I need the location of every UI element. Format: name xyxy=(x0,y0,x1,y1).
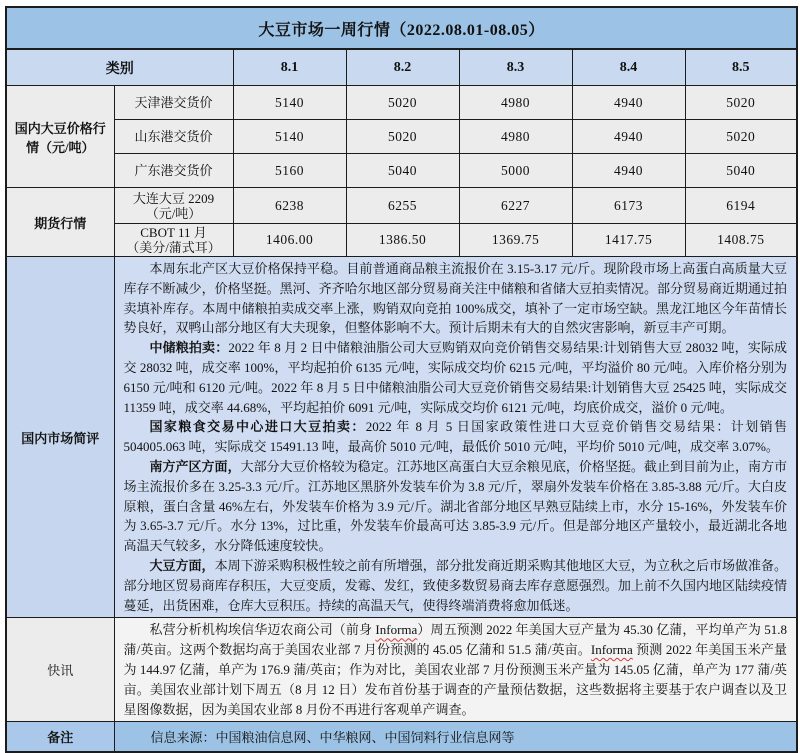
price-cell: 4980 xyxy=(459,86,572,120)
group-label-domestic-prices: 国内大豆价格行情（元/吨） xyxy=(6,86,114,188)
price-cell: 6227 xyxy=(459,188,572,224)
paragraph-text: ）周五预测 2022 年美国大豆产量为 45.30 亿蒲，平均单产为 51.8 蒲/英亩。这两个数据均高于美国农业部 7 月份预测的 45.05 亿蒲和 51.5 蒲/英亩。 xyxy=(123,622,788,658)
spellcheck-word: Informa xyxy=(590,642,633,658)
row-label-dalian-2209 xyxy=(114,188,233,224)
price-cell: 1386.50 xyxy=(346,224,459,257)
paragraph-lead: 大豆方面， xyxy=(149,557,215,573)
section-label-news: 快讯 xyxy=(6,618,114,722)
paragraph-text: 本周东北产区大豆价格保持平稳。目前普通商品粮主流报价在 3.15-3.17 元/斤。现阶段市场上高蛋白高质量大豆库存不断减少，价格坚挺。黑河、齐齐哈尔地区部分贸易商关注中储粮和省储大豆拍卖情况。部分贸易商近期通过拍卖填补库存。本周中储粮拍卖成交率上涨，购销双向竞拍 100%成交，填补了一定市场空缺。黑龙江地区今年苗情长势良好，双鸭山部分地区有大夫现象，但整体影响不大。预计后期未有大的自然灾害影响，新豆丰产可期。 xyxy=(123,261,788,336)
soybean-weekly-report-table xyxy=(5,6,798,753)
paragraph-text: 2022 年 8 月 5 日国家政策性进口大豆竞价销售交易结果：计划销售 504005.063 吨，实际成交 15491.13 吨，最高价 5010 元/吨，最低价 5010 元/吨，平均价 5010 元/吨，成交率 3.07%。 xyxy=(123,419,788,455)
price-cell: 5020 xyxy=(685,86,797,120)
paragraph-text: 大部分大豆价格较为稳定。江苏地区高蛋白大豆余粮见底，价格坚挺。截止到目前为止，南方市场主流报价多在 3.25-3.3 元/斤。江苏地区黑脐外发装车价为 3.8 元/斤，翠扇外发装车价格在 3.85-3.88 元/斤。大白皮原粮，蛋白含量 46%左右，外发装车价格为 3.9 元/斤。湖北省部分地区早熟豆陆续上市，水分 15-16%，外发装车价为 3.65-3.7 元/斤。水分 13%，过比重，外发装车价最高可达 3.85-3.9 元/斤。但是部分地区产量较小，最近湖北各地高温天气较多，水分降低速度较快。 xyxy=(123,458,788,554)
price-cell: 4980 xyxy=(459,120,572,154)
price-cell: 5160 xyxy=(233,154,346,188)
news-text xyxy=(114,618,797,722)
spellcheck-word: Informa xyxy=(375,622,418,638)
paragraph-text: 2022 年 8 月 2 日中储粮油脂公司大豆购销双向竞价销售交易结果:计划销售大豆 28032 吨，实际成交 28032 吨，成交率 100%，平均起拍价 6135 元/吨，实际成交均价 6215 元/吨，平均溢价 80 元/吨。入库价格分别为 6150 元/吨和 6120 元/吨。2022 年 8 月 5 日中储粮油脂公司大豆竞价销售交易结果:计划销售大豆 25425 吨，实际成交 11359 吨，成交率 44.68%，平均起拍价 6091 元/吨，实际成交均价 6121 元/吨，均底价成交，溢价 0 元/吨。 xyxy=(123,340,788,415)
price-cell: 5140 xyxy=(233,120,346,154)
paragraph-text: 预测 2022 年美国玉米产量为 144.97 亿蒲，单产为 176.9 蒲/英亩；作为对比，美国农业部 7 月份预测玉米产量为 145.05 亿蒲，单产为 177 蒲/英亩。美国农业部计划下周五（8 月 12 日）发布首份基于调查的产量预估数据，这些数据将主要基于农户调查以及卫星图像数据，因为美国农业部 8 月份不再进行客观单产调查。 xyxy=(123,642,788,717)
news-paragraph xyxy=(124,620,788,719)
price-cell: 5020 xyxy=(346,120,459,154)
price-cell: 6255 xyxy=(346,188,459,224)
paragraph-lead: 国家粮食交易中心进口大豆拍卖： xyxy=(149,419,366,435)
price-cell: 6173 xyxy=(572,188,685,224)
paragraph-text: 私营分析机构埃信华迈农商公司（前身 xyxy=(149,622,376,638)
row-label-line: （元/吨） xyxy=(145,205,202,221)
table-row-shandong xyxy=(6,120,797,154)
review-paragraph xyxy=(124,457,788,556)
domestic-review-text xyxy=(114,257,797,618)
table-row-dalian-futures xyxy=(6,188,797,224)
paragraph-lead: 南方产区方面， xyxy=(149,458,241,474)
header-row xyxy=(6,49,797,86)
remark-text: 信息来源：中国粮油信息网、中华粮网、中国饲料行业信息网等 xyxy=(114,722,797,753)
row-label-guangdong: 广东港交货价 xyxy=(114,154,233,188)
row-label-line: CBOT 11 月 xyxy=(140,225,207,240)
column-header-date-4: 8.4 xyxy=(572,49,685,86)
review-paragraph xyxy=(124,338,788,417)
column-header-date-2: 8.2 xyxy=(346,49,459,86)
row-label-line: 大连大豆 2209 xyxy=(132,190,215,206)
row-label-tianjin: 天津港交货价 xyxy=(114,86,233,120)
price-cell: 1406.00 xyxy=(233,224,346,257)
price-cell: 5140 xyxy=(233,86,346,120)
price-cell: 5020 xyxy=(346,86,459,120)
price-cell: 1417.75 xyxy=(572,224,685,257)
review-paragraph xyxy=(124,417,788,457)
price-cell: 1408.75 xyxy=(685,224,797,257)
price-cell: 5020 xyxy=(685,120,797,154)
group-label-futures: 期货行情 xyxy=(6,188,114,257)
price-cell: 5000 xyxy=(459,154,572,188)
column-header-date-1: 8.1 xyxy=(233,49,346,86)
news-row xyxy=(6,618,797,722)
column-header-category: 类别 xyxy=(6,49,233,86)
review-row xyxy=(6,257,797,618)
price-cell: 6238 xyxy=(233,188,346,224)
table-row-tianjin xyxy=(6,86,797,120)
title-row xyxy=(6,7,797,49)
section-label-domestic-review: 国内市场简评 xyxy=(6,257,114,618)
review-paragraph xyxy=(124,556,788,615)
column-header-date-5: 8.5 xyxy=(685,49,797,86)
row-label-shandong: 山东港交货价 xyxy=(114,120,233,154)
price-cell: 6194 xyxy=(685,188,797,224)
column-header-date-3: 8.3 xyxy=(459,49,572,86)
paragraph-lead: 中储粮拍卖： xyxy=(149,340,229,356)
review-paragraph xyxy=(124,259,788,338)
section-label-remark: 备注 xyxy=(6,722,114,753)
report-title: 大豆市场一周行情（2022.08.01-08.05） xyxy=(6,7,797,49)
price-cell: 4940 xyxy=(572,86,685,120)
remark-row xyxy=(6,722,797,753)
table-row-cbot-futures xyxy=(6,224,797,257)
row-label-cbot-nov xyxy=(114,224,233,257)
price-cell: 1369.75 xyxy=(459,224,572,257)
table-row-guangdong xyxy=(6,154,797,188)
paragraph-text: 本周下游采购积极性较之前有所增强，部分批发商近期采购其他地区大豆，为立秋之后市场做准备。部分地区贸易商库存积压，大豆变质，发霉、发红，致使多数贸易商去库存意愿强烈。加上前不久国内地区陆续疫情蔓延，出货困难，仓库大豆积压。持续的高温天气，使得终端消费将愈加低迷。 xyxy=(123,557,788,613)
row-label-line: （美分/蒲式耳） xyxy=(126,240,221,255)
price-cell: 4940 xyxy=(572,154,685,188)
price-cell: 4940 xyxy=(572,120,685,154)
price-cell: 5040 xyxy=(685,154,797,188)
price-cell: 5040 xyxy=(346,154,459,188)
